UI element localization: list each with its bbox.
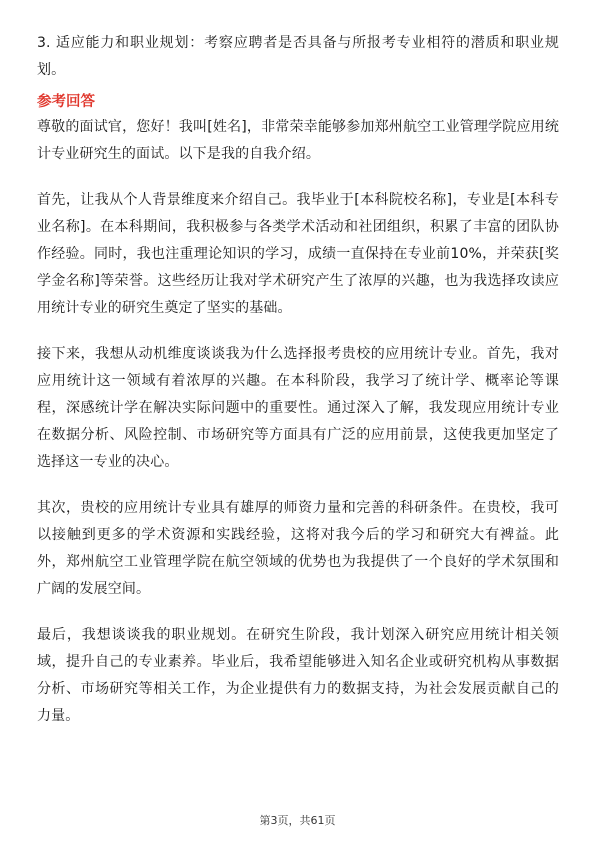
- career-plan-paragraph: 最后，我想谈谈我的职业规划。在研究生阶段，我计划深入研究应用统计相关领域，提升自己的专业素养。毕业后，我希望能够进入知名企业或研究机构从事数据分析、市场研究等相关工作，为企业提供有力的数据支持，为社会发展贡献自己的力量。: [37, 627, 559, 724]
- document-body: [37, 30, 559, 730]
- school-advantage-paragraph: 其次，贵校的应用统计专业具有雄厚的师资力量和完善的科研条件。在贵校，我可以接触到更多的学术资源和实践经验，这将对我今后的学习和研究大有裨益。此外，郑州航空工业管理学院在航空领域的优势也为我提供了一个良好的学术氛围和广阔的发展空间。: [37, 500, 559, 597]
- page-number: 第3页，共61页: [259, 814, 336, 827]
- reference-answer-heading: 参考回答: [37, 94, 95, 110]
- background-paragraph: 首先，让我从个人背景维度来介绍自己。我毕业于[本科院校名称]，专业是[本科专业名称]。在本科期间，我积极参与各类学术活动和社团组织，积累了丰富的团队协作经验。同时，我也注重理论知识的学习，成绩一直保持在专业前10%，并荣获[奖学金名称]等荣誉。这些经历让我对学术研究产生了浓厚的兴趣，也为我选择攻读应用统计专业的研究生奠定了坚实的基础。: [37, 192, 559, 316]
- intro-paragraph: 尊敬的面试官，您好！我叫[姓名]，非常荣幸能够参加郑州航空工业管理学院应用统计专业研究生的面试。以下是我的自我介绍。: [37, 119, 559, 162]
- criterion-item-3: 3. 适应能力和职业规划：考察应聘者是否具备与所报考专业相符的潜质和职业规划。: [37, 35, 559, 78]
- motivation-paragraph: 接下来，我想从动机维度谈谈我为什么选择报考贵校的应用统计专业。首先，我对应用统计这一领域有着浓厚的兴趣。在本科阶段，我学习了统计学、概率论等课程，深感统计学在解决实际问题中的重要性。通过深入了解，我发现应用统计专业在数据分析、风险控制、市场研究等方面具有广泛的应用前景，这使我更加坚定了选择这一专业的决心。: [37, 346, 559, 470]
